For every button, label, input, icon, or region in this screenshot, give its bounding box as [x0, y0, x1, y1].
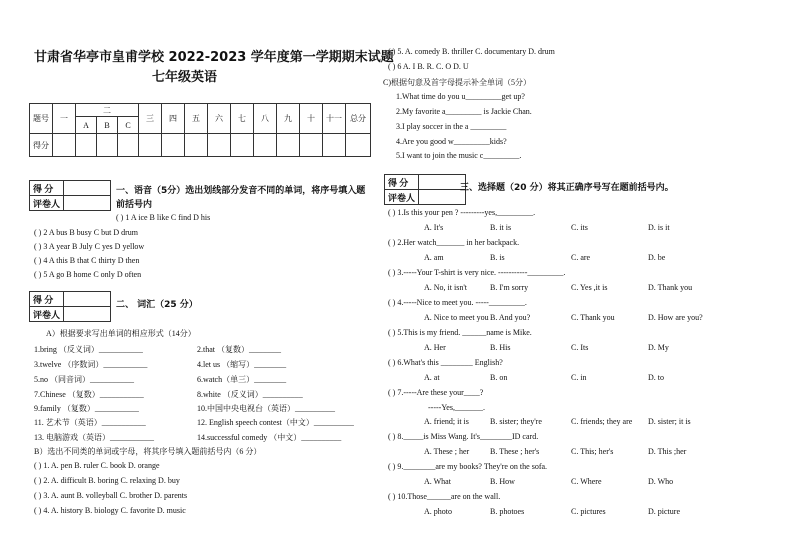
- score-box-3: [384, 174, 466, 205]
- score-table-label: 得分: [30, 134, 53, 157]
- word-form-question[interactable]: 6.watch（单三）________: [197, 375, 287, 384]
- exam-title: 甘肃省华亭市皇甫学校 2022-2023 学年度第一学期期末试题: [34, 50, 394, 65]
- word-form-question[interactable]: 8.white （反义词）__________: [197, 390, 303, 399]
- exam-subtitle: 七年级英语: [152, 70, 218, 85]
- mc-option[interactable]: A. Her: [424, 343, 446, 352]
- mc-option[interactable]: C. pictures: [571, 507, 606, 516]
- mc-question[interactable]: ( ) 3.-----Your T-shirt is very nice. -----------_________.: [388, 268, 566, 277]
- mc-option[interactable]: C. in: [571, 373, 587, 382]
- odd-one-out-question[interactable]: ( ) 2. A. difficult B. boring C. relaxing D. buy: [34, 476, 180, 485]
- fill-in-question[interactable]: 3.I play soccer in the a _________: [396, 122, 507, 131]
- mc-question[interactable]: ( ) 4.-----Nice to meet you. -----_________.: [388, 298, 527, 307]
- score-box-field[interactable]: [64, 181, 111, 196]
- score-box-field[interactable]: [64, 292, 111, 307]
- mc-option[interactable]: D. Thank you: [648, 283, 693, 292]
- mc-option[interactable]: A. These ; her: [424, 447, 470, 456]
- word-form-question[interactable]: 10.中国中央电视台（英语）__________: [197, 404, 335, 413]
- mc-option[interactable]: B. is: [490, 253, 505, 262]
- score-cell[interactable]: [346, 134, 371, 157]
- score-box-label: 评卷人: [30, 196, 64, 211]
- mc-option[interactable]: B. His: [490, 343, 511, 352]
- score-table-subheader: C: [118, 117, 139, 134]
- mc-option[interactable]: C. its: [571, 223, 588, 232]
- phonetics-question[interactable]: ( ) 1 A ice B like C find D his: [116, 213, 211, 222]
- word-form-question[interactable]: 13. 电脑游戏（英语）___________: [34, 433, 154, 442]
- word-form-question[interactable]: 7.Chinese （复数）___________: [34, 390, 144, 399]
- mc-option[interactable]: A. What: [424, 477, 451, 486]
- score-table-header: 一: [53, 104, 76, 134]
- score-box-field[interactable]: [419, 175, 466, 190]
- mc-option[interactable]: C. are: [571, 253, 591, 262]
- score-cell[interactable]: [118, 134, 139, 157]
- score-box-label: 评卷人: [385, 190, 419, 205]
- mc-option[interactable]: D. sister; it is: [648, 417, 691, 426]
- score-cell[interactable]: [76, 134, 97, 157]
- mc-option[interactable]: A. friend; it is: [424, 417, 469, 426]
- score-table-header: 三: [139, 104, 162, 134]
- score-box-label: 得 分: [30, 292, 64, 307]
- fill-in-question[interactable]: 4.Are you good w_________kids?: [396, 137, 507, 146]
- mc-option[interactable]: A. am: [424, 253, 444, 262]
- word-form-question[interactable]: 11. 艺术节（英语）___________: [34, 418, 146, 427]
- score-table-subheader: A: [76, 117, 97, 134]
- score-cell[interactable]: [323, 134, 346, 157]
- score-cell[interactable]: [254, 134, 277, 157]
- mc-option[interactable]: A. Nice to meet you: [424, 313, 489, 322]
- word-form-question[interactable]: 12. English speech contest（中文）__________: [197, 418, 354, 427]
- section-1-title-cont: 前括号内: [116, 200, 153, 210]
- score-table-header: 六: [208, 104, 231, 134]
- score-table-header: 九: [277, 104, 300, 134]
- mc-option[interactable]: B. on: [490, 373, 508, 382]
- odd-one-out-question[interactable]: ( ) 5. A. comedy B. thriller C. documentary D. drum: [388, 47, 555, 56]
- score-cell[interactable]: [208, 134, 231, 157]
- mc-option[interactable]: C. Where: [571, 477, 602, 486]
- section-c-title: C)根据句意及首字母提示补全单词（5分）: [383, 78, 531, 87]
- score-box-field[interactable]: [64, 196, 111, 211]
- mc-question-reply: -----Yes,_______.: [428, 403, 485, 412]
- score-cell[interactable]: [53, 134, 76, 157]
- phonetics-question[interactable]: ( ) 2 A bus B busy C but D drum: [34, 228, 139, 237]
- score-table-header: 二: [76, 104, 139, 117]
- mc-option[interactable]: D. How are you?: [648, 313, 703, 322]
- fill-in-question[interactable]: 2.My favorite a_________ is Jackie Chan.: [396, 107, 532, 116]
- fill-in-question[interactable]: 1.What time do you u_________get up?: [396, 92, 525, 101]
- score-table-header: 五: [185, 104, 208, 134]
- score-box-2: [29, 291, 111, 322]
- word-form-question[interactable]: 14.successful comedy （中文）__________: [197, 433, 342, 442]
- score-table-subheader: B: [97, 117, 118, 134]
- word-form-question[interactable]: 5.no （同音词）___________: [34, 375, 134, 384]
- score-box-1: [29, 180, 111, 211]
- score-table-header: 七: [231, 104, 254, 134]
- score-table: [29, 103, 371, 157]
- score-box-field[interactable]: [64, 307, 111, 322]
- mc-question[interactable]: ( ) 1.Is this your pen ? ---------yes,_________.: [388, 208, 536, 217]
- mc-option[interactable]: D. is it: [648, 223, 670, 232]
- section-3-title: 三、选择题（20 分）将其正确序号写在题前括号内。: [460, 183, 674, 193]
- mc-question[interactable]: ( ) 8._____is Miss Wang. It's________ID card.: [388, 432, 539, 441]
- odd-one-out-question[interactable]: ( ) 4. A. history B. biology C. favorite D. music: [34, 506, 186, 515]
- score-cell[interactable]: [185, 134, 208, 157]
- mc-option[interactable]: D. My: [648, 343, 669, 352]
- section-1-title: 一、语音（5分）选出划线部分发音不同的单词，将序号填入题: [116, 186, 366, 196]
- mc-option[interactable]: A. No, it isn't: [424, 283, 467, 292]
- score-cell[interactable]: [277, 134, 300, 157]
- score-table-header: 题号: [30, 104, 53, 134]
- fill-in-question[interactable]: 5.I want to join the music c_________.: [396, 151, 522, 160]
- mc-question[interactable]: ( ) 7.-----Are these your____?: [388, 388, 484, 397]
- score-cell[interactable]: [139, 134, 162, 157]
- mc-option[interactable]: D. to: [648, 373, 664, 382]
- phonetics-question[interactable]: ( ) 4 A this B that C thirty D then: [34, 256, 140, 265]
- score-cell[interactable]: [97, 134, 118, 157]
- phonetics-question[interactable]: ( ) 3 A year B July C yes D yellow: [34, 242, 145, 251]
- mc-option[interactable]: B. it is: [490, 223, 512, 232]
- mc-option[interactable]: C. friends; they are: [571, 417, 633, 426]
- mc-option[interactable]: C. Yes ,it is: [571, 283, 608, 292]
- mc-question[interactable]: ( ) 10.Those______are on the wall.: [388, 492, 501, 501]
- score-cell[interactable]: [162, 134, 185, 157]
- score-table-header: 八: [254, 104, 277, 134]
- mc-option[interactable]: B. I'm sorry: [490, 283, 529, 292]
- mc-option[interactable]: A. It's: [424, 223, 444, 232]
- mc-question[interactable]: ( ) 2.Her watch_______ in her backpack.: [388, 238, 520, 247]
- mc-option[interactable]: C. Thank you: [571, 313, 615, 322]
- mc-question[interactable]: ( ) 9.________are my books? They're on the sofa.: [388, 462, 548, 471]
- score-table-header: 四: [162, 104, 185, 134]
- odd-one-out-question[interactable]: ( ) 6 A. I B. R. C. O D. U: [388, 62, 469, 71]
- mc-option[interactable]: D. be: [648, 253, 666, 262]
- mc-option[interactable]: A. photo: [424, 507, 452, 516]
- mc-option[interactable]: D. This ;her: [648, 447, 687, 456]
- score-cell[interactable]: [231, 134, 254, 157]
- score-table-header: 十: [300, 104, 323, 134]
- word-form-question[interactable]: 1.bring （反义词）___________: [34, 345, 143, 354]
- mc-option[interactable]: D. picture: [648, 507, 680, 516]
- score-table-header: 总分: [346, 104, 371, 134]
- mc-option[interactable]: D. Who: [648, 477, 674, 486]
- phonetics-question[interactable]: ( ) 5 A go B home C only D often: [34, 270, 142, 279]
- score-cell[interactable]: [300, 134, 323, 157]
- section-2b-title: B）选出不同类的单词或字母，将其序号填入题前括号内（6 分）: [34, 447, 262, 456]
- score-box-field[interactable]: [419, 190, 466, 205]
- mc-question[interactable]: ( ) 5.This is my friend. ______name is Mike.: [388, 328, 532, 337]
- section-2-title: 二、 词汇（25 分）: [116, 300, 198, 310]
- word-form-question[interactable]: 4.let us （缩写）________: [197, 360, 287, 369]
- mc-option[interactable]: A. at: [424, 373, 440, 382]
- mc-option[interactable]: C. This; her's: [571, 447, 614, 456]
- mc-option[interactable]: B. sister; they're: [490, 417, 542, 426]
- score-box-label: 得 分: [30, 181, 64, 196]
- word-form-question[interactable]: 3.twelve （序数词）___________: [34, 360, 148, 369]
- section-2a-title: A）根据要求写出单词的相应形式（14分）: [46, 329, 196, 338]
- word-form-question[interactable]: 2.that （复数）________: [197, 345, 281, 354]
- word-form-question[interactable]: 9.family （复数）___________: [34, 404, 139, 413]
- mc-option[interactable]: B. How: [490, 477, 515, 486]
- mc-question[interactable]: ( ) 6.What's this ________ English?: [388, 358, 503, 367]
- mc-option[interactable]: B. photoes: [490, 507, 525, 516]
- score-table-header: 十一: [323, 104, 346, 134]
- mc-option[interactable]: B. These ; her's: [490, 447, 540, 456]
- odd-one-out-question[interactable]: ( ) 1. A. pen B. ruler C. book D. orange: [34, 461, 160, 470]
- score-box-label: 评卷人: [30, 307, 64, 322]
- odd-one-out-question[interactable]: ( ) 3. A. aunt B. volleyball C. brother D. parents: [34, 491, 188, 500]
- mc-option[interactable]: C. Its: [571, 343, 589, 352]
- mc-option[interactable]: B. And you?: [490, 313, 531, 322]
- score-box-label: 得 分: [385, 175, 419, 190]
